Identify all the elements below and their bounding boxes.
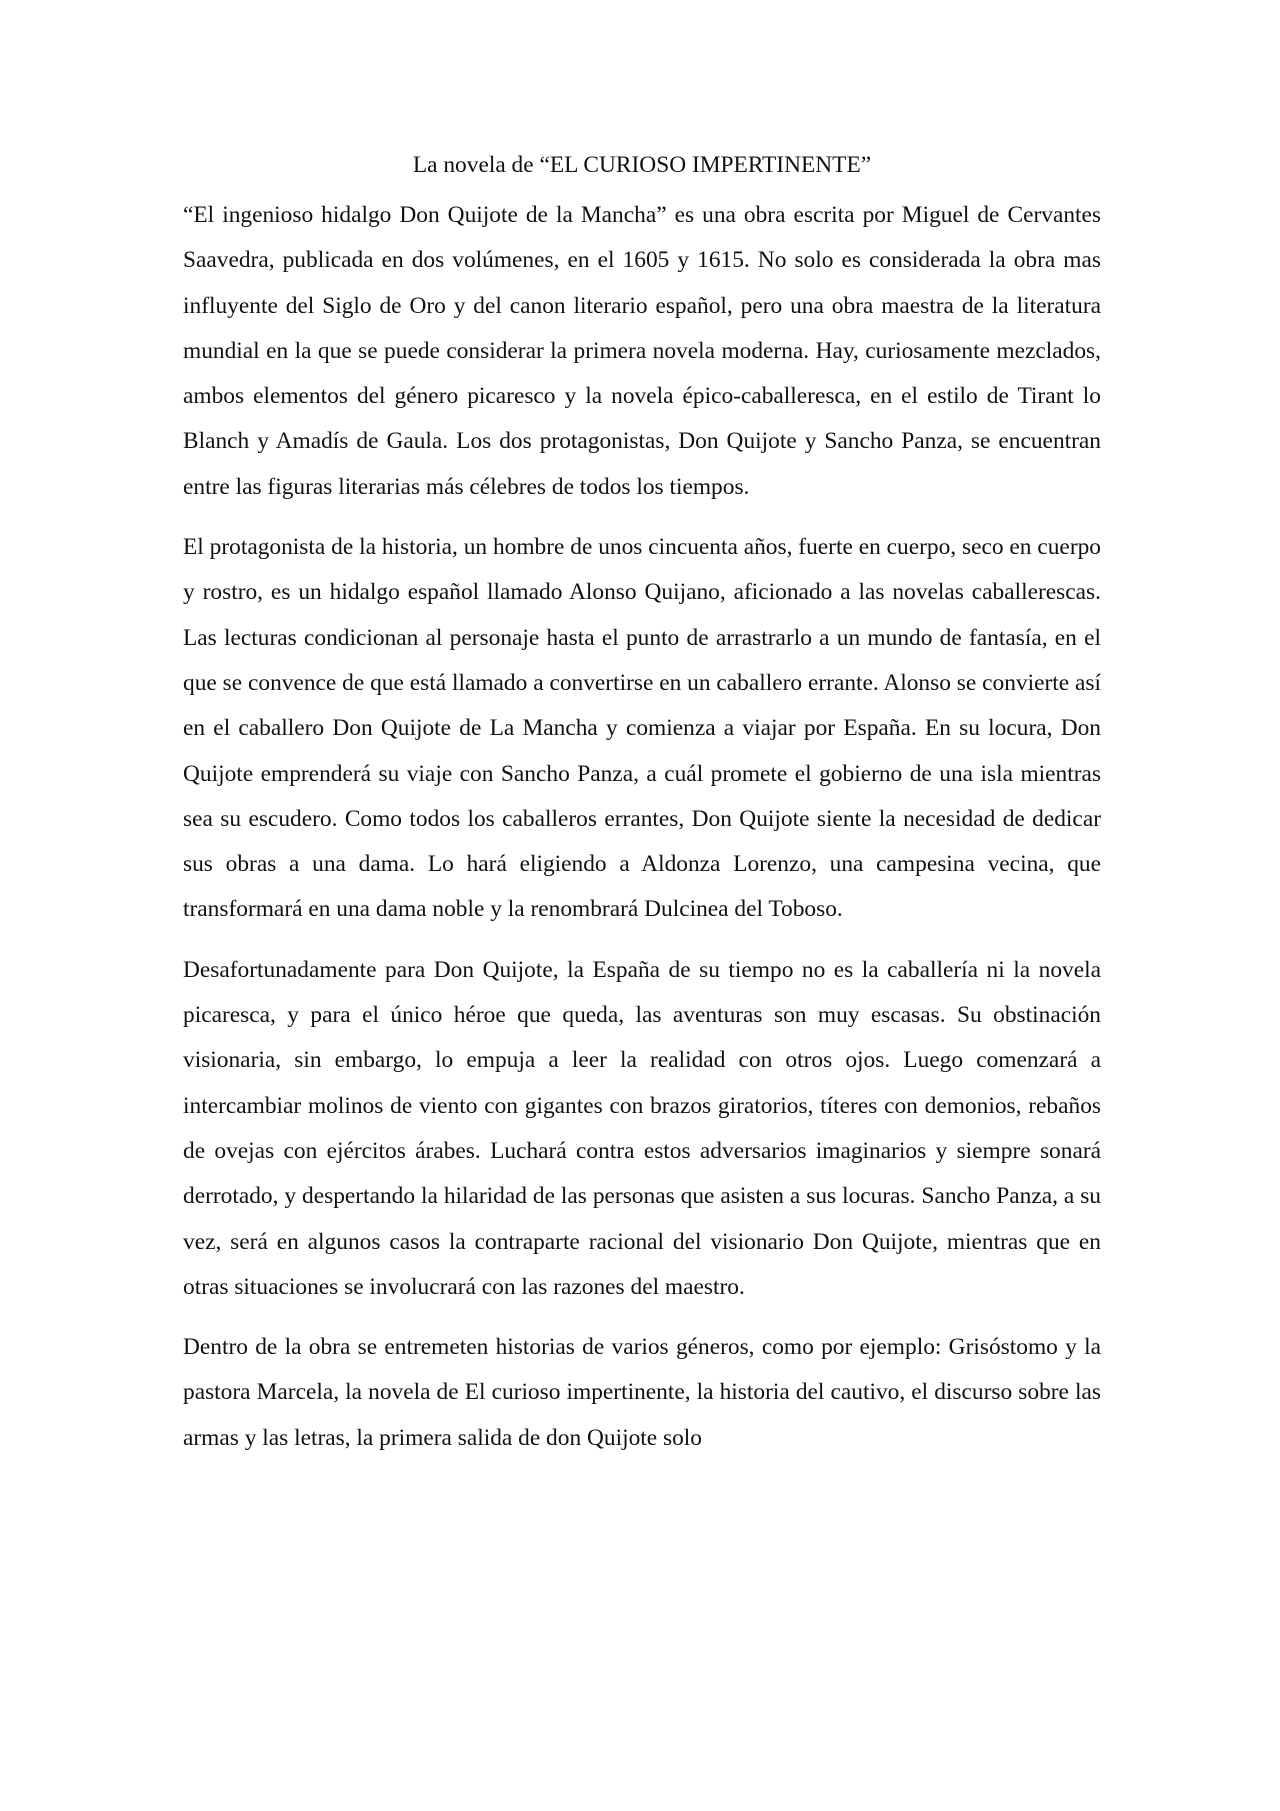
paragraph-adventures: Desafortunadamente para Don Quijote, la España de su tiempo no es la caballería ni la novela picaresca, y para el único héroe que queda, las aventuras son muy escasas. Su obstinación visionaria, sin embargo, lo empuja a leer la realidad con otros ojos. Luego comenzará a intercambiar molinos de viento con gigantes con brazos giratorios, títeres con demonios, rebaños de ovejas con ejércitos árabes. Luchará contra estos adversarios imaginarios y siempre sonará derrotado, y despertando la hilaridad de las personas que asisten a sus locuras. Sancho Panza, a su vez, será en algunos casos la contraparte racional del visionario Don Quijote, mientras que en otras situaciones se involucrará con las razones del maestro. bbox=[183, 956, 1101, 1300]
document-body bbox=[183, 148, 1101, 1476]
paragraph-embedded-stories: Dentro de la obra se entremeten historias de varios géneros, como por ejemplo: Grisóstomo y la pastora Marcela, la novela de El curioso impertinente, la historia del cautivo, el discurso sobre las armas y las letras, la primera salida de don Quijote solo bbox=[183, 1334, 1101, 1451]
paragraph-protagonist: El protagonista de la historia, un hombre de unos cincuenta años, fuerte en cuerpo, seco en cuerpo y rostro, es un hidalgo español llamado Alonso Quijano, aficionado a las novelas caballerescas. Las lecturas condicionan al personaje hasta el punto de arrastrarlo a un mundo de fantasía, en el que se convence de que está llamado a convertirse en un caballero errante. Alonso se convierte así en el caballero Don Quijote de La Mancha y comienza a viajar por España. En su locura, Don Quijote emprenderá su viaje con Sancho Panza, a cuál promete el gobierno de una isla mientras sea su escudero. Como todos los caballeros errantes, Don Quijote siente la necesidad de dedicar sus obras a una dama. Lo hará eligiendo a Aldonza Lorenzo, una campesina vecina, que transformará en una dama noble y la renombrará Dulcinea del Toboso. bbox=[183, 534, 1101, 923]
document-title: La novela de “EL CURIOSO IMPERTINENTE” bbox=[412, 152, 872, 178]
paragraph-intro: “El ingenioso hidalgo Don Quijote de la Mancha” es una obra escrita por Miguel de Cervantes Saavedra, publicada en dos volúmenes, en el 1605 y 1615. No solo es considerada la obra mas influyente del Siglo de Oro y del canon literario español, pero una obra maestra de la literatura mundial en la que se puede considerar la primera novela moderna. Hay, curiosamente mezclados, ambos elementos del género picaresco y la novela épico-caballeresca, en el estilo de Tirant lo Blanch y Amadís de Gaula. Los dos protagonistas, Don Quijote y Sancho Panza, se encuentran entre las figuras literarias más célebres de todos los tiempos. bbox=[183, 202, 1101, 500]
